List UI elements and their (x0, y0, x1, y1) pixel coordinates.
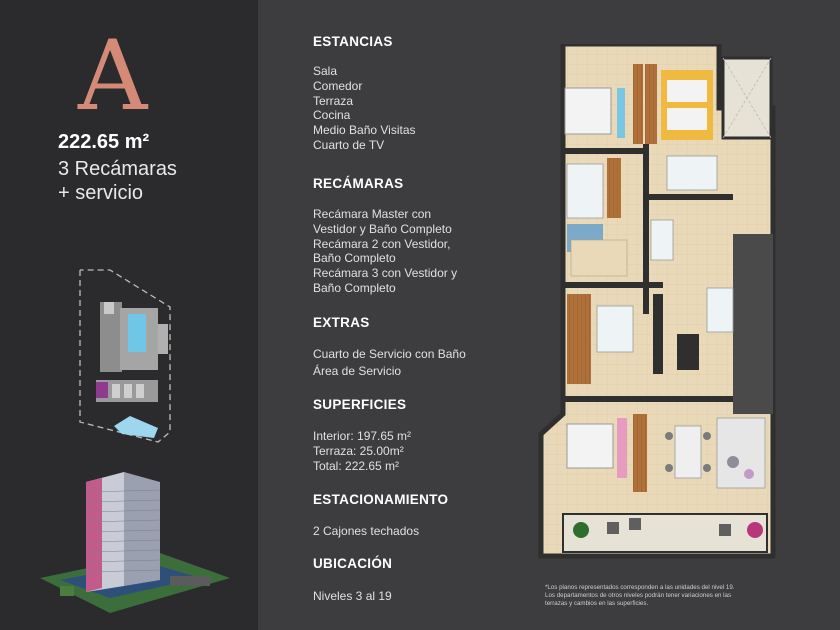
list-item: Terraza (313, 93, 354, 108)
list-item: Niveles 3 al 19 (313, 589, 392, 603)
list-item: Terraza: 25.00m² (313, 443, 404, 458)
section-body-estacionamiento (313, 524, 419, 539)
left-panel (0, 0, 258, 630)
section-title-superficies: SUPERFICIES (313, 397, 407, 412)
unit-extra: + servicio (58, 182, 144, 204)
section-title-ubicacion: UBICACIÓN (313, 556, 393, 571)
list-item: Total: 222.65 m² (313, 458, 400, 473)
section-body-recamaras (313, 207, 457, 296)
section-body-superficies (313, 429, 411, 473)
section-title-extras: EXTRAS (313, 315, 370, 330)
list-item: Recámara 3 con Vestidor y (313, 266, 458, 281)
section-title-estancias: ESTANCIAS (313, 34, 393, 49)
list-item: Cuarto de Servicio con Baño (313, 347, 466, 361)
section-title-estacionamiento: ESTACIONAMIENTO (313, 492, 449, 507)
list-item: Comedor (313, 78, 363, 93)
list-item: Cuarto de TV (313, 137, 385, 152)
building-render-image (40, 468, 230, 618)
list-item: 2 Cajones techados (313, 524, 420, 538)
list-item: Recámara 2 con Vestidor, (313, 236, 451, 251)
floor-plan-image (537, 44, 777, 564)
list-item: Vestidor y Baño Completo (313, 221, 452, 236)
list-item: Medio Baño Visitas (313, 123, 416, 138)
list-item: Cocina (313, 108, 351, 123)
list-item: Recámara Master con (313, 207, 432, 221)
section-body-extras (313, 347, 466, 379)
list-item: Área de Servicio (313, 363, 402, 378)
disclaimer-note (545, 584, 785, 608)
list-item: Interior: 197.65 m² (313, 429, 412, 443)
note-line: Los departamentos de otros niveles podrán tener variaciones en las (545, 592, 732, 599)
unit-area: 222.65 m² (58, 131, 150, 153)
list-item: Sala (313, 64, 338, 78)
unit-letter: A (78, 20, 148, 132)
list-item: Baño Completo (313, 251, 396, 266)
note-line: terrazas y cambios en las superficies. (545, 600, 649, 607)
section-body-estancias (313, 64, 416, 153)
section-body-ubicacion (313, 589, 392, 604)
unit-bedrooms: 3 Recámaras (58, 158, 177, 180)
list-item: Baño Completo (313, 280, 396, 295)
note-line: *Los planos representados corresponden a las unidades del nivel 19. (545, 584, 735, 591)
section-title-recamaras: RECÁMARAS (313, 176, 404, 191)
site-plan-image (70, 262, 180, 452)
